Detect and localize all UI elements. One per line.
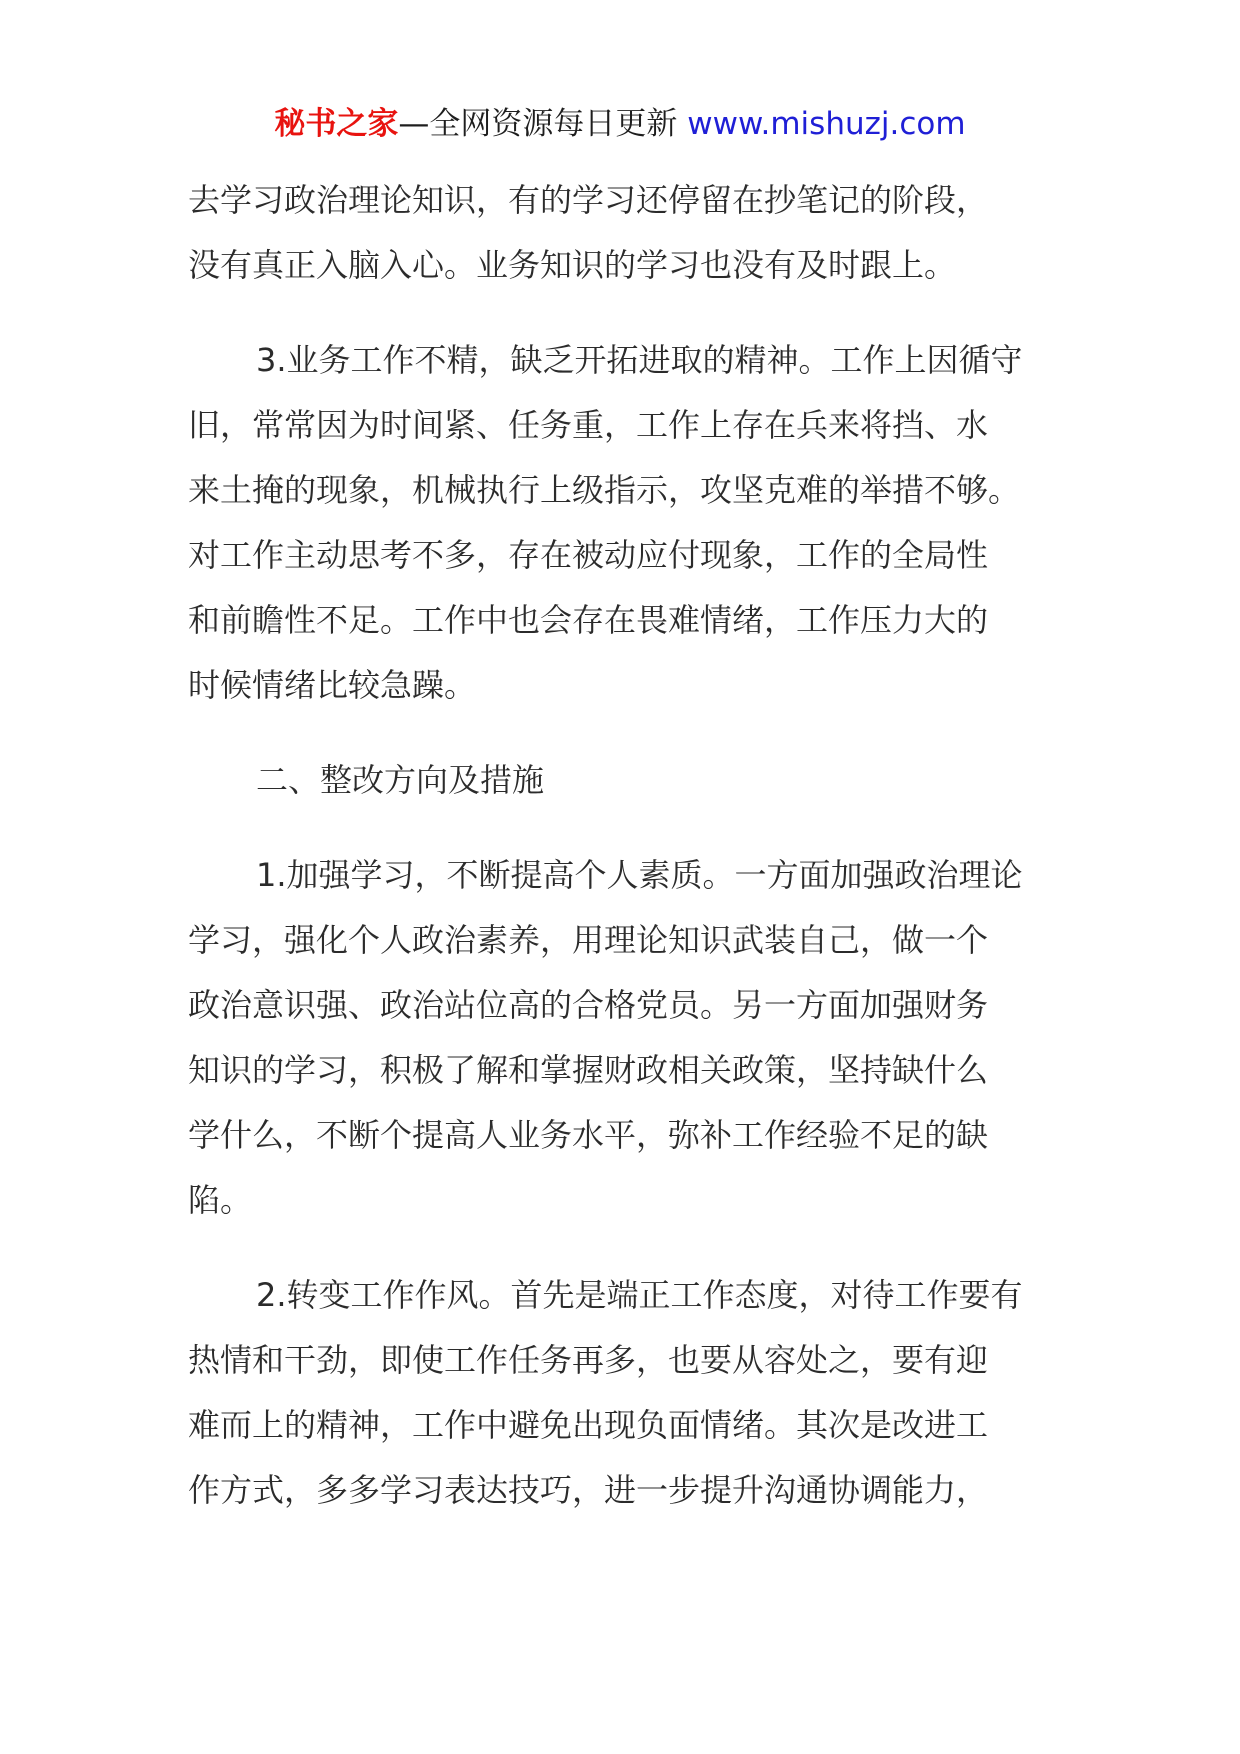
document-body bbox=[188, 168, 1068, 1523]
text-line: 没有真正入脑入心。业务知识的学习也没有及时跟上。 bbox=[188, 246, 957, 284]
text-line: 对工作主动思考不多，存在被动应付现象，工作的全局性 bbox=[188, 536, 989, 574]
text-line: 时候情绪比较急躁。 bbox=[188, 666, 477, 704]
paragraph-3-business-work bbox=[188, 328, 1068, 718]
text-line: 3.业务工作不精，缺乏开拓进取的精神。工作上因循守 bbox=[256, 341, 1023, 379]
text-line: 1.加强学习，不断提高个人素质。一方面加强政治理论 bbox=[256, 856, 1023, 894]
text-line: 政治意识强、政治站位高的合格党员。另一方面加强财务 bbox=[188, 986, 989, 1024]
text-line: 旧，常常因为时间紧、任务重，工作上存在兵来将挡、水 bbox=[188, 406, 989, 444]
text-line: 和前瞻性不足。工作中也会存在畏难情绪，工作压力大的 bbox=[188, 601, 989, 639]
paragraph-2-change-style bbox=[188, 1263, 1068, 1523]
text-line: 学习，强化个人政治素养，用理论知识武装自己，做一个 bbox=[188, 921, 989, 959]
text-line: 知识的学习，积极了解和掌握财政相关政策，坚持缺什么 bbox=[188, 1051, 989, 1089]
text-line: 作方式，多多学习表达技巧，进一步提升沟通协调能力， bbox=[188, 1471, 989, 1509]
text-line: 2.转变工作作风。首先是端正工作态度，对待工作要有 bbox=[256, 1276, 1023, 1314]
text-line: 难而上的精神，工作中避免出现负面情绪。其次是改进工 bbox=[188, 1406, 989, 1444]
paragraph-continuation bbox=[188, 168, 1068, 298]
brand-name: 秘书之家 bbox=[274, 106, 399, 142]
header-tagline: —全网资源每日更新 bbox=[398, 106, 678, 142]
paragraph-1-strengthen-study bbox=[188, 843, 1068, 1233]
text-line: 热情和干劲，即使工作任务再多，也要从容处之，要有迎 bbox=[188, 1341, 989, 1379]
text-line: 去学习政治理论知识，有的学习还停留在抄笔记的阶段， bbox=[188, 181, 989, 219]
section-heading-text: 二、整改方向及措施 bbox=[256, 761, 545, 799]
site-url-link[interactable]: www.mishuzj.com bbox=[687, 106, 966, 142]
page-header bbox=[0, 104, 1240, 144]
text-line: 陷。 bbox=[188, 1181, 253, 1219]
text-line: 来土掩的现象，机械执行上级指示，攻坚克难的举措不够。 bbox=[188, 471, 1021, 509]
section-heading bbox=[188, 748, 1068, 813]
text-line: 学什么，不断个提高人业务水平，弥补工作经验不足的缺 bbox=[188, 1116, 989, 1154]
